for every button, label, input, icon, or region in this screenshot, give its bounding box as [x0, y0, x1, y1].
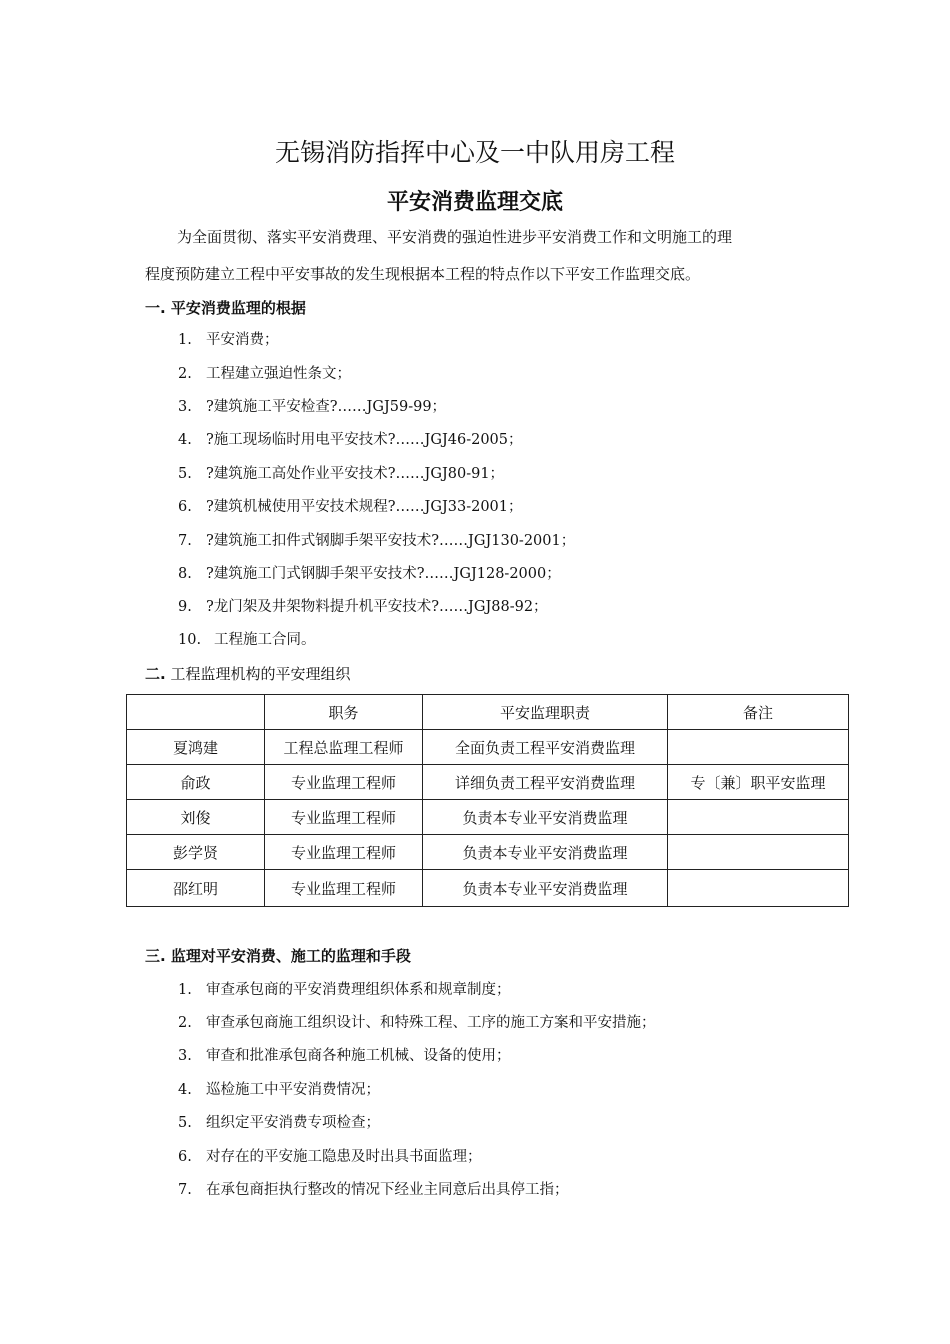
table-cell-duty: 负责本专业平安消费监理 — [423, 835, 668, 870]
list-item-text: ?建筑施工平安检查?……JGJ59-99； — [206, 399, 447, 415]
table-cell-position: 专业监理工程师 — [265, 870, 423, 907]
list-item-text: ?施工现场临时用电平安技术?……JGJ46-2005； — [206, 432, 523, 448]
table-cell-remark — [668, 730, 849, 765]
list-item-text: 对存在的平安施工隐患及时出具书面监理； — [206, 1149, 482, 1165]
list-item-number: 4. — [178, 432, 192, 448]
list-item-text: 审查承包商的平安消费理组织体系和规章制度； — [206, 982, 511, 998]
table-header-cell: 职务 — [265, 695, 423, 730]
section-1-heading: 一. 平安消费监理的根据 — [145, 299, 306, 317]
list-item-number: 7. — [178, 1182, 192, 1198]
list-item-number: 1. — [178, 982, 192, 998]
table-row — [127, 835, 849, 870]
list-item-text: 审查承包商施工组织设计、和特殊工程、工序的施工方案和平安措施； — [206, 1015, 656, 1031]
staff-table — [126, 694, 849, 907]
list-item-number: 4. — [178, 1082, 192, 1098]
list-item-number: 6. — [178, 1149, 192, 1165]
list-item-text: ?建筑施工门式钢脚手架平安技术?……JGJ128-2000； — [206, 566, 561, 582]
table-cell-duty: 负责本专业平安消费监理 — [423, 870, 668, 907]
table-cell-position: 专业监理工程师 — [265, 765, 423, 800]
list-item-number: 7. — [178, 533, 192, 549]
list-item-text: 工程建立强迫性条文； — [206, 366, 351, 382]
table-cell-remark — [668, 870, 849, 907]
list-item-number: 1. — [178, 332, 192, 348]
list-item-text: ?龙门架及井架物料提升机平安技术?……JGJ88-92； — [206, 599, 548, 615]
table-cell-name: 夏鸿建 — [127, 730, 265, 765]
list-item-number: 6. — [178, 499, 192, 515]
table-cell-position: 专业监理工程师 — [265, 835, 423, 870]
table-cell-name: 俞政 — [127, 765, 265, 800]
section-2-heading-text: 工程监理机构的平安理组织 — [170, 665, 351, 683]
section-3-heading: 三. 监理对平安消费、施工的监理和手段 — [145, 947, 411, 965]
list-item-text: 巡检施工中平安消费情况； — [206, 1082, 380, 1098]
table-cell-remark: 专〔兼〕职平安监理 — [668, 765, 849, 800]
table-cell-remark — [668, 835, 849, 870]
list-item-number: 2. — [178, 366, 192, 382]
list-item-text: ?建筑施工高处作业平安技术?……JGJ80-91； — [206, 466, 505, 482]
table-cell-position: 专业监理工程师 — [265, 800, 423, 835]
list-item-text: ?建筑施工扣件式钢脚手架平安技术?……JGJ130-2001； — [206, 533, 576, 549]
table-header-row — [127, 695, 849, 730]
table-row — [127, 765, 849, 800]
list-item-text: 组织定平安消费专项检查； — [206, 1115, 380, 1131]
section-2-heading — [145, 664, 351, 684]
list-item-number: 10. — [178, 632, 202, 648]
list-item-text: 审查和批准承包商各种施工机械、设备的使用； — [206, 1048, 511, 1064]
table-cell-duty: 详细负责工程平安消费监理 — [423, 765, 668, 800]
table-header-cell: 平安监理职责 — [423, 695, 668, 730]
table-cell-position: 工程总监理工程师 — [265, 730, 423, 765]
table-row — [127, 870, 849, 907]
table-cell-name: 刘俊 — [127, 800, 265, 835]
table-row — [127, 730, 849, 765]
list-item-number: 3. — [178, 1048, 192, 1064]
document-subtitle: 平安消费监理交底 — [386, 190, 563, 215]
table-row — [127, 800, 849, 835]
list-item-text: 在承包商拒执行整改的情况下经业主同意后出具停工指； — [206, 1182, 569, 1198]
document-title: 无锡消防指挥中心及一中队用房工程 — [274, 138, 675, 167]
table-cell-name: 彭学贤 — [127, 835, 265, 870]
list-item-number: 9. — [178, 599, 192, 615]
table-header-cell — [127, 695, 265, 730]
table-cell-duty: 负责本专业平安消费监理 — [423, 800, 668, 835]
list-item-number: 5. — [178, 466, 192, 482]
table-cell-duty: 全面负责工程平安消费监理 — [423, 730, 668, 765]
table-cell-remark — [668, 800, 849, 835]
section-2-heading-number: 二. — [145, 665, 166, 683]
list-item-text: 平安消费； — [206, 332, 279, 348]
table-cell-name: 邵红明 — [127, 870, 265, 907]
intro-line-2: 程度预防建立工程中平安事故的发生现根据本工程的特点作以下平安工作监理交底。 — [145, 265, 701, 283]
list-item-text: 工程施工合同。 — [214, 632, 316, 648]
table-header-cell: 备注 — [668, 695, 849, 730]
list-item-number: 3. — [178, 399, 192, 415]
list-item-number: 8. — [178, 566, 192, 582]
list-item-number: 5. — [178, 1115, 192, 1131]
intro-line-1: 为全面贯彻、落实平安消费理、平安消费的强迫性进步平安消费工作和文明施工的理 — [177, 228, 733, 246]
list-item-number: 2. — [178, 1015, 192, 1031]
list-item-text: ?建筑机械使用平安技术规程?……JGJ33-2001； — [206, 499, 523, 515]
